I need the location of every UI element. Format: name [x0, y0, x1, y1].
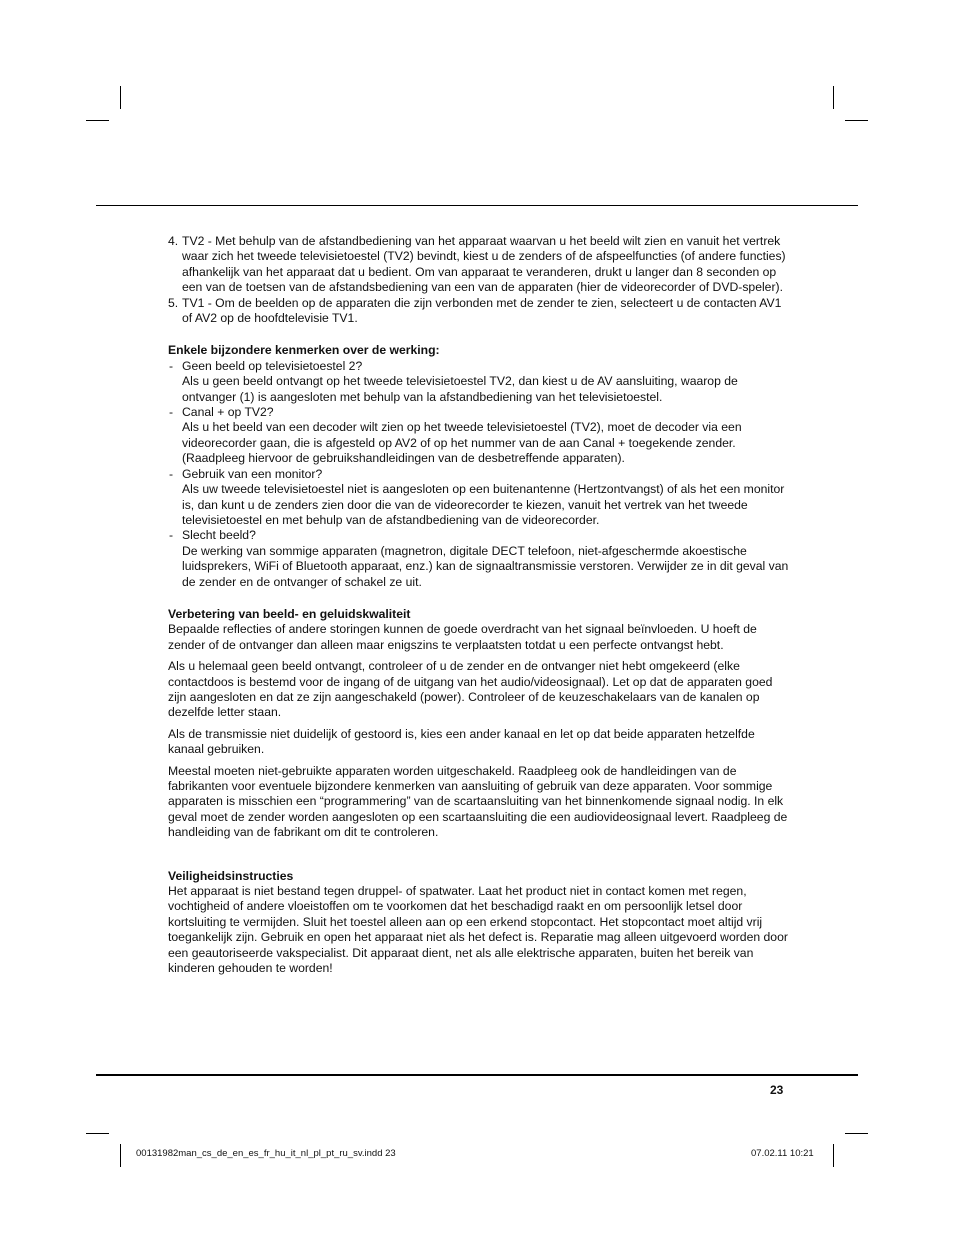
item-question: Slecht beeld?	[182, 528, 256, 543]
paragraph: Meestal moeten niet-gebruikte apparaten worden uitgeschakeld. Raadpleeg ook de handleidingen van de fabrikanten voor eventuele bijzondere kenmerken van aansluiting of gebruik van deze apparaten. Voor sommige apparaten is misschien een “programmering” van de scartaansluiting van het binnenkomende signaal nodig. In elk geval moet de zender worden aangesloten op een scartaansluiting die een audiovideosignaal levert. Raadpleeg de handleiding van de fabrikant om dit te controleren.	[168, 763, 788, 840]
crop-mark-bottom-left-v	[120, 1144, 121, 1167]
item-question: Geen beeld op televisietoestel 2?	[182, 358, 363, 373]
section-features	[168, 343, 792, 590]
list-item	[168, 296, 792, 327]
list-number: 4.	[168, 234, 179, 248]
crop-mark-top-left-v	[120, 86, 121, 109]
paragraph: Als u helemaal geen beeld ontvangt, controleer of u de zender en de ontvanger niet hebt omgekeerd (elke contactdoos is bestemd voor de ingang of de uitgang van het audio/videosignaal). Let op dat de apparaten goed zijn aangesloten en dat ze zijn aangeschakeld (power). Controleer of de keuzeschakelaars van de kanalen op dezelfde letter staan.	[168, 659, 773, 720]
crop-mark-top-left-h	[86, 120, 109, 121]
slug-filename: 00131982man_cs_de_en_es_fr_hu_it_nl_pl_pt_ru_sv.indd 23	[136, 1148, 396, 1159]
dash-bullet: -	[169, 528, 174, 543]
list-text: TV1 - Om de beelden op de apparaten die zijn verbonden met de zender te zien, selecteert u de contacten AV1 of AV2 op de hoofdtelevisie TV1.	[182, 295, 782, 326]
section-heading: Veiligheidsinstructies	[168, 868, 294, 883]
paragraph: Het apparaat is niet bestand tegen druppel- of spatwater. Laat het product niet in contact komen met regen, vochtigheid of andere vloeistoffen om te voorkomen dat het beschadigd raakt en om persoonlijk letsel door kortsluiting te vermijden. Sluit het toestel alleen aan op een erkend stopcontact. Het stopcontact moet altijd vrij toegankelijk zijn. Gebruik en open het apparaat niet als het defect is. Reparatie mag alleen uitgevoerd worden door een geautoriseerde vakspecialist. Dit apparaat dient, net als alle elektrische apparaten, buiten het bereik van kinderen gehouden te worden!	[168, 884, 788, 976]
paragraph: Bepaalde reflecties of andere storingen kunnen de goede overdracht van het signaal beïnvloeden. U hoeft de zender of de ontvanger dan alleen maar enigszins te verplaatsten totdat u een perfecte ontvangst hebt.	[168, 622, 757, 652]
item-answer: Als u het beeld van een decoder wilt zien op het tweede televisietoestel (TV2), moet de decoder via een videorecorder gaan, die is afgesteld op AV2 of op het nummer van de aan Canal + toegekende zender. (Raadpleeg hiervoor de gebruikshandleidingen van de desbetreffende apparaten).	[182, 420, 742, 466]
list-number: 5.	[168, 295, 179, 310]
bottom-rule	[96, 1074, 858, 1076]
paragraph: Als de transmissie niet duidelijk of gestoord is, kies een ander kanaal en let op dat beide apparaten hetzelfde kanaal gebruiken.	[168, 726, 755, 757]
item-question: Canal + op TV2?	[182, 405, 274, 420]
item-answer: Als uw tweede televisietoestel niet is aangesloten op een buitenantenne (Hertzontvangst) of als het een monitor is, dan kunt u de zenders zien door die van de videorecorder te kiezen, vanuit het vertrek van het tweede televisietoestel en met behulp van de afstandbediening van de videorecorder.	[182, 482, 785, 527]
item-answer: Als u geen beeld ontvangt op het tweede televisietoestel TV2, dan kiest u de AV aansluiting, waarop de ontvanger (1) is aangesloten met behulp van la afstandbediening van het televisietoestel.	[182, 374, 738, 404]
dash-bullet: -	[169, 405, 174, 420]
crop-mark-top-right-v	[833, 86, 834, 109]
top-rule	[96, 205, 858, 206]
section-heading: Verbetering van beeld- en geluidskwaliteit	[168, 606, 411, 621]
slug-date: 07.02.11 10:21	[751, 1148, 814, 1159]
page-content	[168, 234, 792, 976]
list-text: TV2 - Met behulp van de afstandbediening van het apparaat waarvan u het beeld wilt zien en vanuit het vertrek waar zich het tweede televisietoestel (TV2) bevindt, kiest u de zenders of de afspeelfuncties (of andere functies) afhankelijk van het apparaat dat u bedient. Om van apparaat te veranderen, drukt u langer dan 8 seconden op een van de toetsen van de afstandsbediening van een van de apparaten (hier de videorecorder of DVD-speler).	[182, 234, 786, 295]
item-answer: De werking van sommige apparaten (magnetron, digitale DECT telefoon, niet-afgeschermde akoestische luidsprekers, WiFi of Bluetooth apparaat, enz.) kan de signaaltransmissie verstoren. Verwijder ze in dit geval van de zender en de ontvanger of schakel ze uit.	[182, 543, 789, 589]
crop-mark-top-right-h	[845, 120, 868, 121]
list-item	[168, 359, 792, 405]
section-quality	[168, 607, 792, 841]
dash-bullet: -	[169, 466, 174, 481]
dash-bullet: -	[169, 358, 174, 373]
list-item	[168, 528, 792, 590]
crop-mark-bottom-left-h	[86, 1133, 109, 1134]
section-heading: Enkele bijzondere kenmerken over de werking:	[168, 343, 440, 358]
item-question: Gebruik van een monitor?	[182, 466, 323, 481]
crop-mark-bottom-right-h	[845, 1133, 868, 1134]
list-item	[168, 405, 792, 467]
crop-mark-bottom-right-v	[833, 1144, 834, 1167]
section-safety	[168, 869, 792, 977]
page-number: 23	[770, 1083, 784, 1097]
dash-list	[168, 359, 792, 590]
list-item	[168, 467, 792, 529]
numbered-list	[168, 234, 792, 326]
list-item	[168, 234, 792, 296]
